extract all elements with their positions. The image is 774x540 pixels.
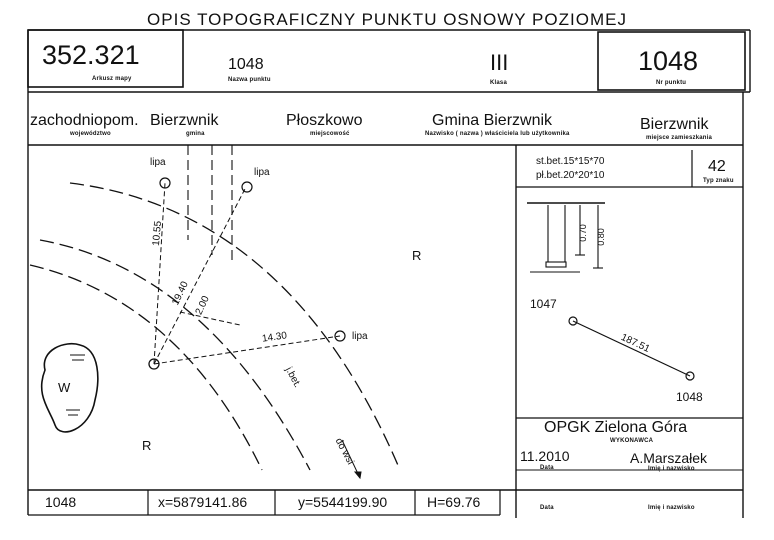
footer-date-label: Data: [540, 505, 554, 511]
plate-description: pł.bet.20*20*10: [536, 170, 605, 181]
stone-description: st.bet.15*15*70: [536, 156, 605, 167]
neighbor-b-label: 1048: [676, 390, 703, 404]
document-title: OPIS TOPOGRAFICZNY PUNKTU OSNOWY POZIOMEJ: [147, 10, 627, 29]
road-label: j.bet.: [282, 365, 303, 390]
marker-section: [527, 203, 605, 272]
distance-label: 2.00: [193, 294, 212, 317]
owner-label: Nazwisko ( nazwa ) właściciela lub użytkownika: [425, 131, 570, 137]
depth-label: 0.80: [595, 228, 606, 246]
owner: Gmina Bierzwnik: [432, 112, 553, 129]
direction-label: do wsi: [332, 436, 356, 467]
marker-type-label: Typ znaku: [703, 178, 734, 184]
point-class: III: [490, 50, 509, 75]
distance-label: 14.30: [261, 330, 288, 345]
tree-label: lipa: [254, 167, 270, 178]
depth-label: 0.70: [577, 224, 588, 242]
class-label: Klasa: [490, 80, 508, 86]
coord-y: y=5544199.90: [298, 494, 388, 510]
commune-label: gmina: [186, 131, 205, 137]
commune: Bierzwnik: [150, 112, 219, 129]
company: OPGK Zielona Góra: [544, 419, 688, 436]
coord-h: H=69.76: [427, 494, 481, 510]
residence: Bierzwnik: [640, 116, 709, 133]
execution-date-label: Data: [540, 465, 554, 471]
point-number-label: Nr punktu: [656, 80, 687, 86]
sheet-number: 352.321: [42, 40, 140, 70]
voivodeship-label: województwo: [70, 131, 111, 137]
sheet-label: Arkusz mapy: [92, 76, 132, 82]
land-label: R: [142, 438, 152, 453]
point-name: 1048: [228, 56, 264, 73]
locality: Płoszkowo: [286, 112, 363, 129]
locality-label: miejscowość: [310, 131, 350, 137]
tree-label: lipa: [352, 331, 368, 342]
point-number: 1048: [638, 46, 699, 76]
company-label: WYKONAWCA: [610, 438, 654, 444]
footer-name-label: Imię i nazwisko: [648, 505, 695, 511]
voivodeship: zachodniopom.: [30, 112, 139, 129]
point-name-label: Nazwa punktu: [228, 77, 271, 83]
water-label: W: [58, 380, 71, 395]
measurement-rays: [154, 183, 340, 364]
coord-x: x=5879141.86: [158, 494, 248, 510]
land-label: R: [412, 248, 422, 263]
distance-label: 19.40: [170, 279, 191, 308]
tree-label: lipa: [150, 157, 166, 168]
neighbor-a-label: 1047: [530, 297, 557, 311]
coord-point: 1048: [45, 494, 77, 510]
road-lines: [30, 183, 400, 470]
neighbor-distance: 187.51: [619, 332, 652, 355]
field-lines: [188, 145, 232, 262]
marker-type: 42: [708, 158, 726, 175]
direction-arrow-head: [355, 472, 361, 478]
tree-symbol: [242, 182, 252, 192]
execution-date: 11.2010: [520, 448, 570, 464]
residence-label: miejsce zamieszkania: [646, 135, 713, 141]
surveyor-label: Imię i nazwisko: [648, 466, 695, 472]
surveyor: A.Marszałek: [630, 450, 708, 466]
neighbor-line: [573, 321, 690, 376]
distance-label: 10.55: [150, 220, 165, 247]
